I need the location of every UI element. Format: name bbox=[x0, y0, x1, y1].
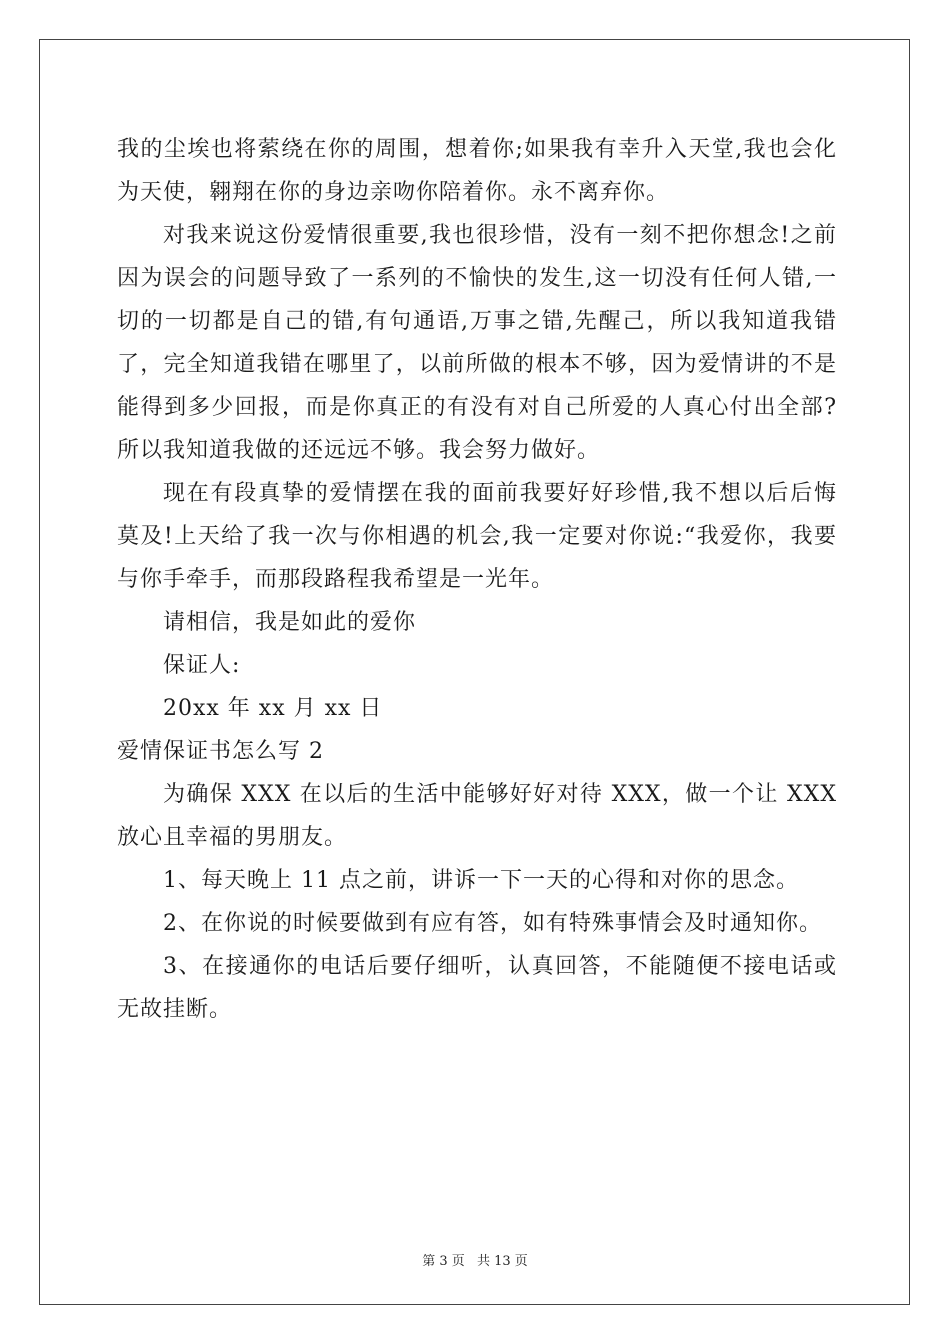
page-number: 第 3 页 bbox=[422, 1254, 465, 1269]
date-line: 20xx 年 xx 月 xx 日 bbox=[163, 696, 383, 721]
paragraph-intro-2: 为确保 XXX 在以后的生活中能够好好对待 XXX，做一个让 XXX 放心且幸福的男朋友。 bbox=[117, 782, 837, 850]
page-total: 共 13 页 bbox=[476, 1254, 528, 1269]
page-footer bbox=[0, 1250, 950, 1269]
closing-line: 请相信，我是如此的爱你 bbox=[163, 610, 417, 635]
paragraph-1: 我的尘埃也将萦绕在你的周围，想着你;如果我有幸升入天堂,我也会化为天使，翱翔在你的身边亲吻你陪着你。永不离弃你。 bbox=[117, 137, 837, 205]
paragraph-3: 现在有段真挚的爱情摆在我的面前我要好好珍惜,我不想以后后悔莫及!上天给了我一次与你相遇的机会,我一定要对你说:“我爱你，我要与你手牵手，而那段路程我希望是一光年。 bbox=[117, 481, 837, 592]
section-heading: 爱情保证书怎么写 2 bbox=[117, 739, 324, 764]
list-item-3: 3、在接通你的电话后要仔细听，认真回答，不能随便不接电话或无故挂断。 bbox=[117, 954, 837, 1022]
guarantor-label: 保证人: bbox=[163, 653, 241, 678]
list-item-1: 1、每天晚上 11 点之前，讲诉一下一天的心得和对你的思念。 bbox=[163, 868, 799, 893]
paragraph-2: 对我来说这份爱情很重要,我也很珍惜，没有一刻不把你想念!之前因为误会的问题导致了一系列的不愉快的发生,这一切没有任何人错,一切的一切都是自己的错,有句通语,万事之错,先醒己，所以我知道我错了，完全知道我错在哪里了，以前所做的根本不够，因为爱情讲的不是能得到多少回报，而是你真正的有没有对自己所爱的人真心付出全部?所以我知道我做的还远远不够。我会努力做好。 bbox=[117, 223, 837, 463]
document-body bbox=[117, 128, 837, 1031]
list-item-2: 2、在你说的时候要做到有应有答，如有特殊事情会及时通知你。 bbox=[163, 911, 822, 936]
